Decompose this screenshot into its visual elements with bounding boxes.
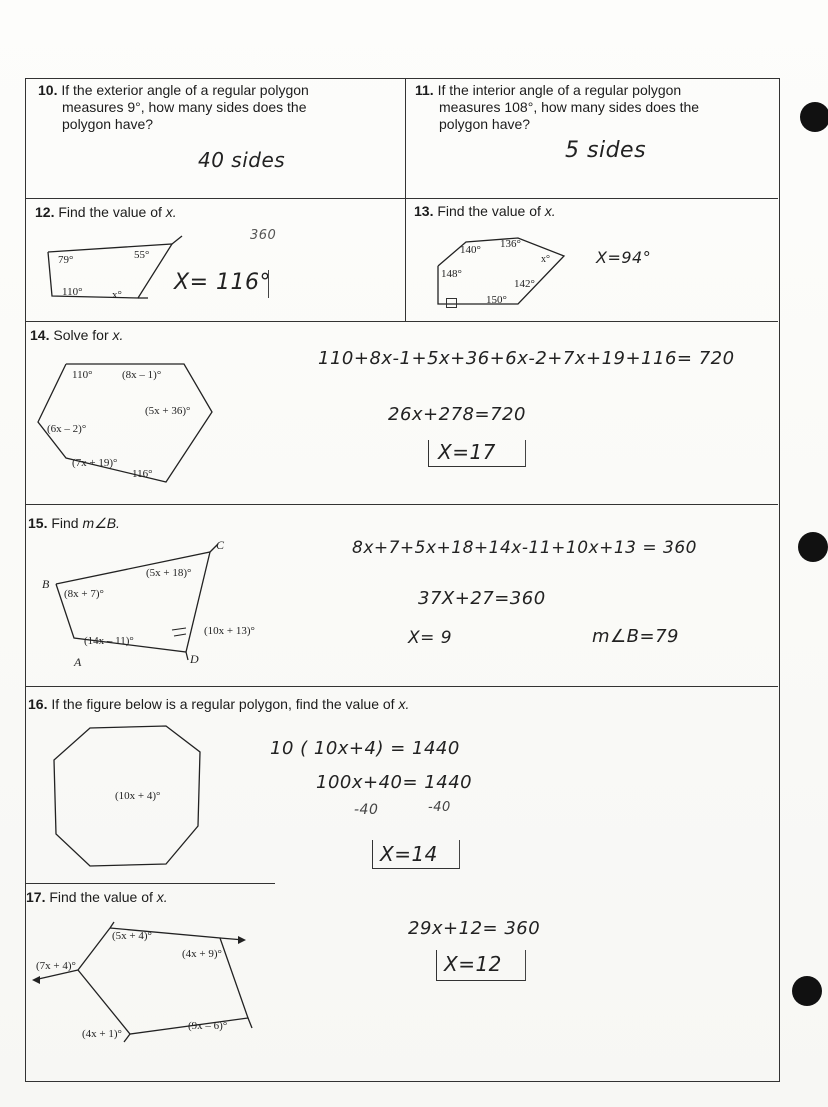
problem-14-angle-2: (8x – 1)° <box>122 369 162 381</box>
problem-16-answer-box <box>372 840 460 869</box>
problem-17-angle-5: (9x – 6)° <box>188 1020 228 1032</box>
row-divider-5 <box>25 883 275 884</box>
problem-15-angle-B: (8x + 7)° <box>64 588 104 600</box>
problem-17-answer: X=12 <box>444 952 502 976</box>
problem-14-angle-5: (7x + 19)° <box>72 457 118 469</box>
problem-10-answer: 40 sides <box>198 148 286 172</box>
problem-15-text: 15. Find m∠B. <box>28 515 120 531</box>
punch-hole-top <box>800 102 828 132</box>
problem-15-quadrilateral <box>50 540 230 660</box>
problem-13-answer: X=94° <box>596 248 652 267</box>
row-divider-3 <box>25 504 778 505</box>
problem-12-text: 12. Find the value of x. <box>35 204 177 220</box>
row-divider-4 <box>25 686 778 687</box>
row-divider-2 <box>25 321 778 322</box>
problem-17-angle-3: (7x + 4)° <box>36 960 76 972</box>
problem-16-work-line-2: 100x+40= 1440 <box>316 772 473 793</box>
problem-15-angle-A: (14x – 11)° <box>84 635 134 647</box>
problem-15-angle-D: (10x + 13)° <box>204 625 255 637</box>
problem-17-text: 17. Find the value of x. <box>26 889 168 905</box>
problem-13-right-angle-mark <box>446 298 457 308</box>
problem-14-angle-4: (6x – 2)° <box>47 423 87 435</box>
problem-16-work-line-3: -40 <box>354 802 379 818</box>
problem-16-angle: (10x + 4)° <box>115 790 161 802</box>
problem-15-angle-C: (5x + 18)° <box>146 567 192 579</box>
problem-16-answer: X=14 <box>380 842 438 866</box>
problem-10-text: 10. If the exterior angle of a regular polygon measures 9°, how many sides does the polygon have? <box>38 82 309 132</box>
problem-15-work-line-2: 37X+27=360 <box>418 588 546 609</box>
problem-16-work-line-4: -40 <box>428 800 451 815</box>
problem-17-answer-box <box>436 950 526 981</box>
problem-15-vertex-B: B <box>42 577 50 591</box>
problem-14-text: 14. Solve for x. <box>30 327 124 343</box>
problem-12-angle-3: 110° <box>62 286 83 298</box>
problem-13-angle-4: 148° <box>441 268 462 280</box>
problem-17-angle-4: (4x + 1)° <box>82 1028 122 1040</box>
problem-17-work-line-1: 29x+12= 360 <box>408 918 541 939</box>
problem-14-angle-6: 116° <box>132 468 153 480</box>
problem-15-work-line-1: 8x+7+5x+18+14x-11+10x+13 = 360 <box>352 538 697 558</box>
problem-15-answer: m∠B=79 <box>592 626 680 647</box>
problem-12-angle-4: x° <box>112 289 122 301</box>
punch-hole-bottom <box>792 976 822 1006</box>
column-divider <box>405 78 406 321</box>
problem-15-vertex-D: D <box>190 652 199 666</box>
problem-15-vertex-C: C <box>216 538 225 552</box>
row-divider-1 <box>25 198 778 199</box>
problem-14-answer: X=17 <box>438 440 496 464</box>
problem-14-work-line-1: 110+8x-1+5x+36+6x-2+7x+19+116= 720 <box>318 348 735 369</box>
problem-11-answer: 5 sides <box>565 138 647 163</box>
problem-15-vertex-A: A <box>74 655 82 669</box>
problem-13-angle-2: 136° <box>500 238 521 250</box>
problem-17-angle-1: (5x + 4)° <box>112 930 152 942</box>
problem-12-answer-box-edge <box>268 270 269 298</box>
problem-13-angle-6: 150° <box>486 294 507 306</box>
problem-14-angle-1: 110° <box>72 369 93 381</box>
problem-13-angle-1: 140° <box>460 244 481 256</box>
problem-12-angle-1: 79° <box>58 254 74 266</box>
problem-13-angle-5: 142° <box>514 278 535 290</box>
punch-hole-middle <box>798 532 828 562</box>
problem-11-text: 11. If the interior angle of a regular polygon measures 108°, how many sides does the polygon have? <box>415 82 700 132</box>
problem-13-angle-3: x° <box>541 254 550 265</box>
problem-16-work-line-1: 10 ( 10x+4) = 1440 <box>270 738 460 759</box>
problem-13-text: 13. Find the value of x. <box>414 203 556 219</box>
problem-15-work-line-3: X= 9 <box>408 628 453 648</box>
problem-12-work-note: 360 <box>250 228 277 243</box>
problem-17-angle-2: (4x + 9)° <box>182 948 222 960</box>
problem-14-work-line-2: 26x+278=720 <box>388 404 526 425</box>
problem-14-angle-3: (5x + 36)° <box>145 405 191 417</box>
problem-16-text: 16. If the figure below is a regular polygon, find the value of x. <box>28 696 410 712</box>
problem-12-answer: X= 116° <box>174 270 271 295</box>
problem-12-angle-2: 55° <box>134 249 150 261</box>
problem-14-answer-box <box>428 440 526 467</box>
